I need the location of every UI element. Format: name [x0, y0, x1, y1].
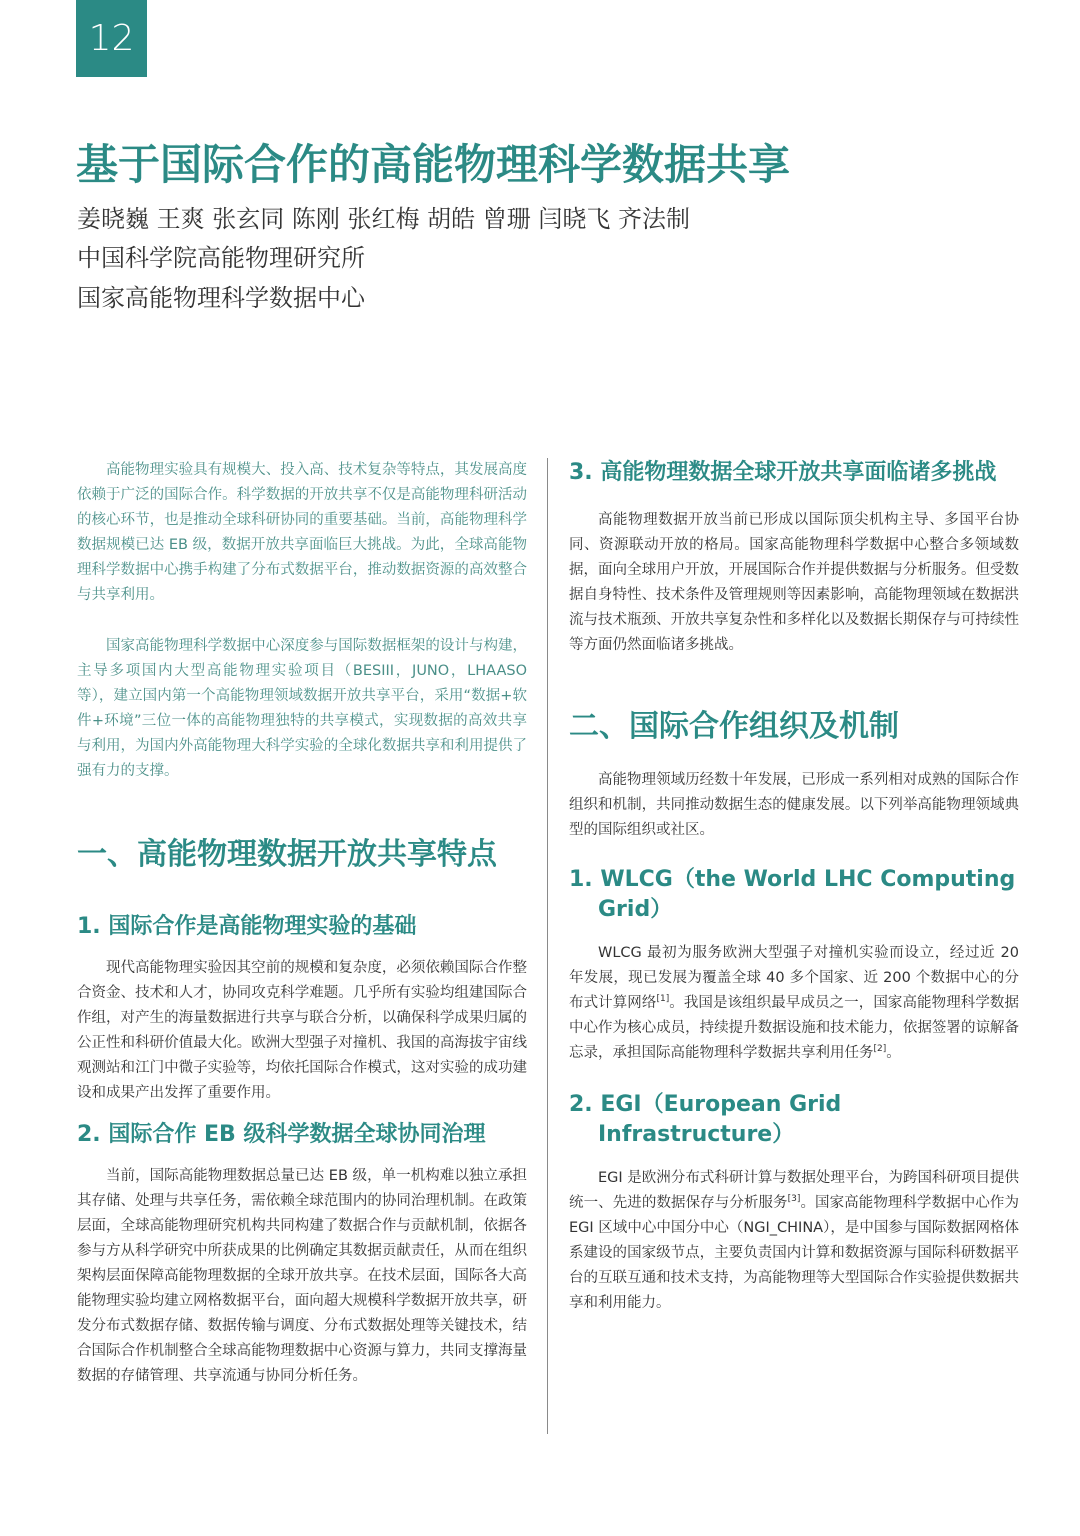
left-column [77, 458, 527, 1389]
institution-2: 国家高能物理科学数据中心 [77, 284, 365, 312]
subsection-1-text: 现代高能物理实验因其空前的规模和复杂度，必须依赖国际合作整合资金、技术和人才，协同攻克科学难题。几乎所有实验均组建国际合作组，对产生的海量数据进行共享与联合分析，以确保科学成果归属的公正性和科研价值最大化。欧洲大型强子对撞机、我国的高海拔宇宙线观测站和江门中微子实验等，均依托国际合作模式，这对实验的成功建设和成果产出发挥了重要作用。 [77, 959, 527, 1101]
egi-heading: 2. EGI（European Grid Infrastructure） [569, 1091, 842, 1147]
wlcg-text-part-1: WLCG 最初为服务欧洲大型强子对撞机实验而设立，经过近 20 年发展，现已发展为覆盖全球 40 多个国家、近 200 个数据中心的分布式计算网络 [569, 944, 1019, 1011]
reference-3: [3] [787, 1193, 801, 1204]
egi-text-part-2: 。国家高能物理科学数据中心作为 EGI 区域中心中国分中心（NGI_CHINA），是中国参与国际数据网格体系建设的国家级节点，主要负责国内计算和数据资源与国际科研数据平台的互联互通和技术支持，为高能物理等大型国际合作实验提供数据共享和利用能力。 [569, 1194, 1019, 1311]
right-column [569, 458, 1019, 1316]
wlcg-text-part-2: 。我国是该组织最早成员之一，国家高能物理科学数据中心作为核心成员，持续提升数据设施和技术能力，依据签署的谅解备忘录，承担国际高能物理科学数据共享利用任务 [569, 994, 1020, 1061]
subsection-2-text: 当前，国际高能物理数据总量已达 EB 级，单一机构难以独立承担其存储、处理与共享任务，需依赖全球范围内的协同治理机制。在政策层面，全球高能物理研究机构共同构建了数据合作与贡献机制，依据各参与方从科学研究中所获成果的比例确定其数据贡献责任，从而在组织架构层面保障高能物理数据的全球开放共享。在技术层面，国际各大高能物理实验均建立网格数据平台，面向超大规模科学数据开放共享，研发分布式数据存储、数据传输与调度、分布式数据处理等关键技术，结合国际合作机制整合全球高能物理数据中心资源与算力，共同支撑海量数据的存储管理、共享流通与协同分析任务。 [77, 1167, 527, 1384]
egi-text-part-1: EGI 是欧洲分布式科研计算与数据处理平台，为跨国科研项目提供统一、先进的数据保存与分析服务 [569, 1169, 1019, 1211]
egi-text [569, 1166, 1019, 1316]
subsection-3-heading: 3. 高能物理数据全球开放共享面临诸多挑战 [569, 460, 997, 485]
section-2-heading: 二、国际合作组织及机制 [569, 709, 899, 744]
institution-1: 中国科学院高能物理研究所 [77, 244, 365, 272]
section-1-heading: 一、高能物理数据开放共享特点 [77, 837, 497, 872]
subsection-2-heading: 2. 国际合作 EB 级科学数据全球协同治理 [77, 1121, 486, 1147]
wlcg-heading: 1. WLCG（the World LHC Computing Grid） [569, 866, 1016, 922]
wlcg-text-part-3: 。 [886, 1044, 901, 1061]
wlcg-text [569, 941, 1019, 1066]
subsection-1-heading: 1. 国际合作是高能物理实验的基础 [77, 913, 417, 939]
authors: 姜晓巍 王爽 张玄同 陈刚 张红梅 胡皓 曾珊 闫晓飞 齐法制 [77, 205, 691, 233]
reference-2: [2] [873, 1043, 887, 1054]
page-number-badge: 12 [76, 0, 147, 77]
section-2-text: 高能物理领域历经数十年发展，已形成一系列相对成熟的国际合作组织和机制，共同推动数据生态的健康发展。以下列举高能物理领域典型的国际组织或社区。 [569, 771, 1019, 838]
column-divider [547, 458, 548, 1434]
reference-1: [1] [656, 993, 670, 1004]
intro-paragraph-1: 高能物理实验具有规模大、投入高、技术复杂等特点，其发展高度依赖于广泛的国际合作。科学数据的开放共享不仅是高能物理科研活动的核心环节，也是推动全球科研协同的重要基础。当前，高能物理科学数据规模已达 EB 级，数据开放共享面临巨大挑战。为此，全球高能物理科学数据中心携手构建了分布式数据平台，推动数据资源的高效整合与共享利用。 [77, 462, 527, 603]
subsection-3-text: 高能物理数据开放当前已形成以国际顶尖机构主导、多国平台协同、资源联动开放的格局。国家高能物理科学数据中心整合多领域数据，面向全球用户开放，开展国际合作并提供数据与分析服务。但受数据自身特性、技术条件及管理规则等因素影响，高能物理领域在数据洪流与技术瓶颈、开放共享复杂性和多样化以及数据长期保存与可持续性等方面仍然面临诸多挑战。 [569, 512, 1019, 653]
intro-paragraph-2: 国家高能物理科学数据中心深度参与国际数据框架的设计与构建，主导多项国内大型高能物理实验项目（BESIII，JUNO，LHAASO 等），建立国内第一个高能物理领域数据开放共享平台，采用“数据+软件+环境”三位一体的高能物理独特的共享模式，实现数据的高效共享与利用，为国内外高能物理大科学实验的全球化数据共享和利用提供了强有力的支撑。 [77, 638, 527, 779]
article-title: 基于国际合作的高能物理科学数据共享 [76, 140, 791, 189]
